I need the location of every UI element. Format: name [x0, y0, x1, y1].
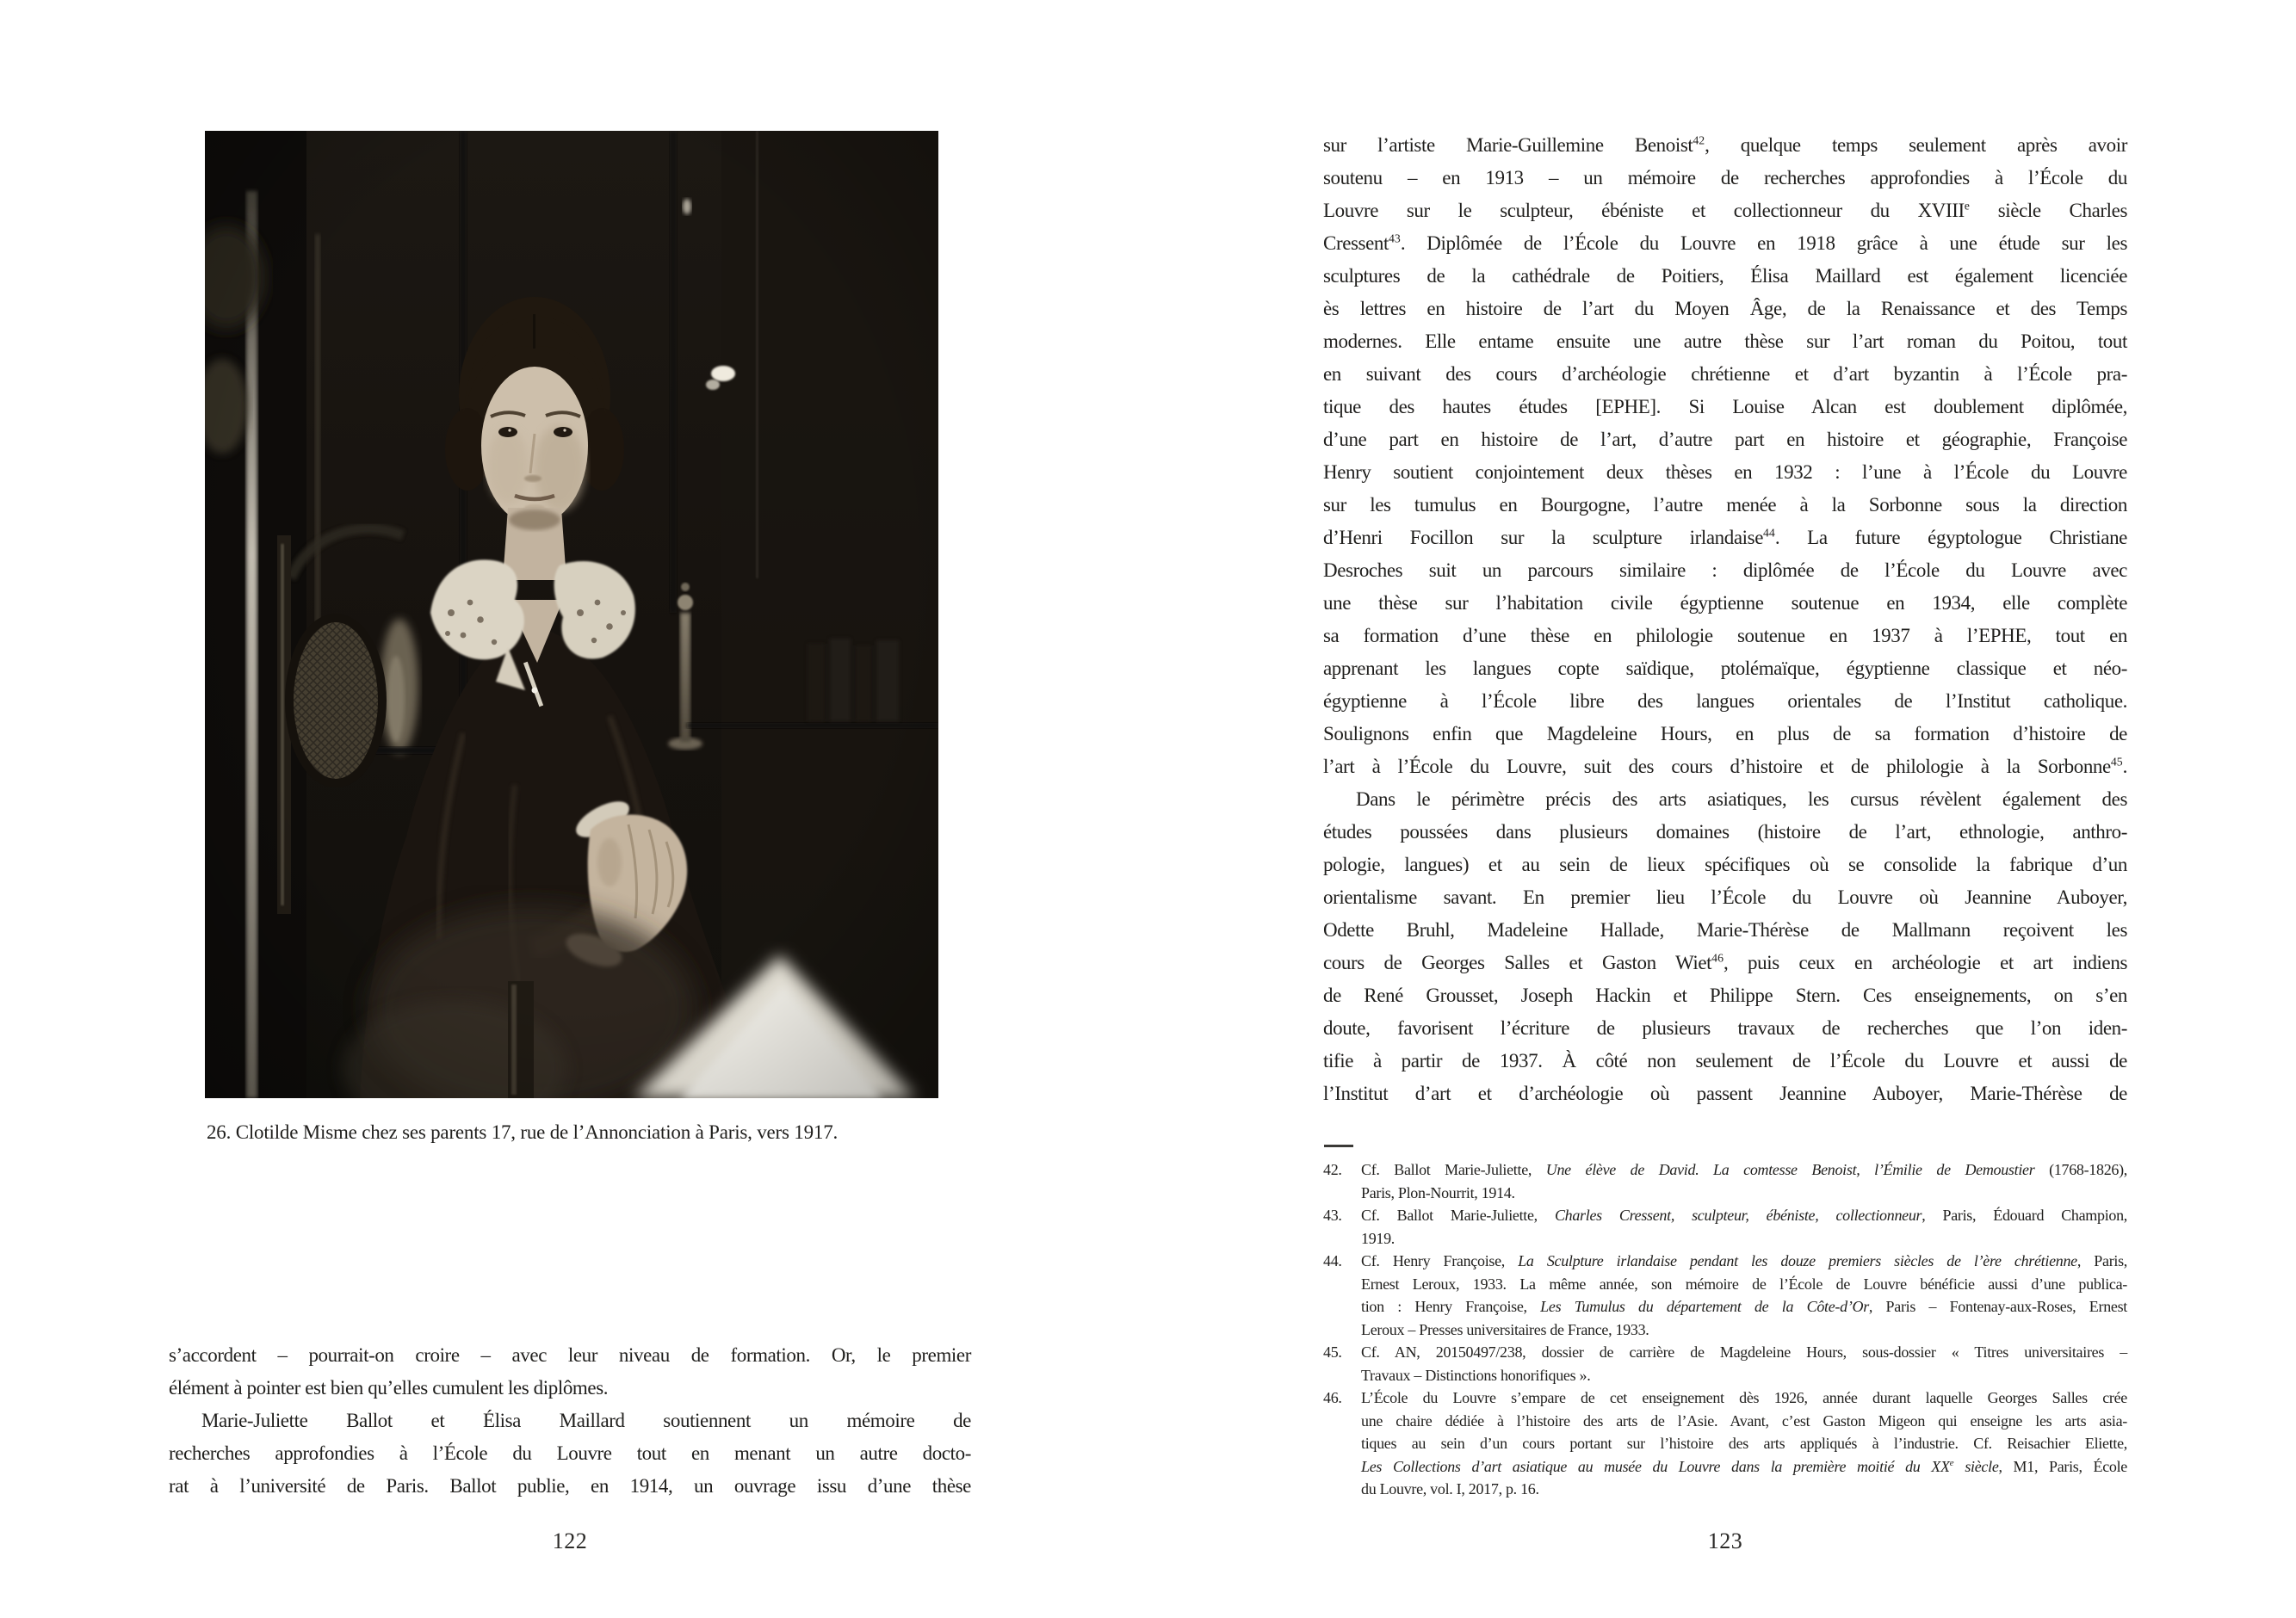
footnote-number: 43. [1323, 1207, 1342, 1224]
photo-caption: 26. Clotilde Misme chez ses parents 17, rue de l’Annonciation à Paris, vers 1917. [207, 1121, 839, 1143]
footnote-line: une chaire dédiée à l’histoire des arts de l’Asie. Avant, c’est Gaston Migeon qui enseigne les arts asia- [1361, 1411, 2127, 1430]
text-line: pologie, langues) et au sein de lieux spécifiques où se consolide la fabrique d’un [1323, 854, 2127, 875]
footnotes-block [1323, 1158, 2127, 1501]
footnote-line: du Louvre, vol. I, 2017, p. 16. [1361, 1480, 1539, 1498]
text-line: une thèse sur l’habitation civile égyptienne soutenue en 1934, elle complète [1323, 592, 2127, 614]
text-line: tifie à partir de 1937. À côté non seulement de l’École du Louvre et aussi de [1323, 1050, 2127, 1071]
text-line: sculptures de la cathédrale de Poitiers, Élisa Maillard est également licenciée [1323, 265, 2127, 287]
footnote-line: tion : Henry Françoise, Les Tumulus du département de la Côte-d’Or, Paris – Fontenay-aux-Roses, Ernest [1361, 1298, 2127, 1315]
footnote-separator [1324, 1145, 1353, 1147]
text-line: l’art à l’École du Louvre, suit des cours d’histoire et de philologie à la Sorbonne$^{45}$. [1323, 755, 2127, 777]
footnote-line-first: 43. Cf. Ballot Marie-Juliette, Charles Cressent, sculpteur, ébéniste, collectionneur, Paris, Édouard Champion, [1323, 1204, 2127, 1227]
footnote-line: Leroux – Presses universitaires de France, 1933. [1361, 1320, 1649, 1338]
page-number-left: 122 [552, 1528, 588, 1553]
footnote-line-first: 44. Cf. Henry Françoise, La Sculpture irlandaise pendant les douze premiers siècles de l’ère chrétienne, Paris, [1323, 1250, 2127, 1273]
footnote-number: 42. [1323, 1161, 1342, 1178]
text-line: Soulignons enfin que Magdeleine Hours, en plus de sa formation d’histoire de [1323, 723, 2127, 744]
footnote-line-first: 42. Cf. Ballot Marie-Juliette, Une élève de David. La comtesse Benoist, l’Émilie de Demoustier (1768-1826), [1323, 1158, 2127, 1182]
text-line: cours de Georges Salles et Gaston Wiet$^{46}$, puis ceux en archéologie et art indiens [1323, 951, 2128, 973]
text-line: de René Grousset, Joseph Hackin et Philippe Stern. Ces enseignements, on s’en [1323, 985, 2127, 1006]
footnote-line-first: 45. Cf. AN, 20150497/238, dossier de carrière de Magdeleine Hours, sous-dossier « Titres universitaires – [1323, 1341, 2127, 1364]
right-page-text [1323, 129, 2127, 1110]
footnote-line: 1919. [1361, 1229, 1396, 1247]
footnote-line: tiques au sein d’un cours portant sur l’histoire des arts appliqués à l’industrie. Cf. Reisachier Eliette, [1361, 1435, 2127, 1452]
footnote-number: 45. [1323, 1343, 1342, 1361]
footnote-number: 46. [1323, 1389, 1342, 1406]
text-line: apprenant les langues copte saïdique, ptolémaïque, égyptienne classique et néo- [1323, 658, 2127, 679]
portrait-photo [205, 131, 938, 1098]
text-line: modernes. Elle entame ensuite une autre thèse sur l’art roman du Poitou, tout [1323, 330, 2127, 352]
text-line: s’accordent – pourrait-on croire – avec leur niveau de formation. Or, le premier [169, 1344, 971, 1366]
text-line: rat à l’université de Paris. Ballot publie, en 1914, un ouvrage issu d’une thèse [169, 1475, 971, 1497]
text-line: Desroches suit un parcours similaire : diplômée de l’École du Louvre avec [1323, 559, 2127, 581]
footnote-line: Paris, Plon-Nourrit, 1914. [1361, 1183, 1515, 1201]
text-line: en suivant des cours d’archéologie chrétienne et d’art byzantin à l’École pra- [1323, 363, 2127, 385]
text-line: Odette Bruhl, Madeleine Hallade, Marie-Thérèse de Mallmann reçoivent les [1323, 919, 2127, 941]
page-number-right: 123 [1707, 1528, 1743, 1553]
text-line: soutenu – en 1913 – un mémoire de recherches approfondies à l’École du [1323, 167, 2127, 188]
footnote-line: Les Collections d’art asiatique au musée du Louvre dans la première moitié du XXe siècle, M1, Paris, École [1361, 1457, 2128, 1475]
text-line: élément à pointer est bien qu’elles cumulent les diplômes. [169, 1377, 609, 1399]
text-line: Cressent$^{43}$. Diplômée de l’École du Louvre en 1918 grâce à une étude sur les [1323, 232, 2127, 254]
text-line: sur l’artiste Marie-Guillemine Benoist$^{42}$, quelque temps seulement après avoir [1323, 133, 2127, 156]
text-line: sa formation d’une thèse en philologie soutenue en 1937 à l’EPHE, tout en [1323, 625, 2127, 646]
text-line: tique des hautes études [EPHE]. Si Louise Alcan est doublement diplômée, [1323, 396, 2127, 417]
footnote-line-first: 46. L’École du Louvre s’empare de cet enseignement dès 1926, année durant laquelle Georges Salles crée [1323, 1386, 2127, 1410]
footnote-line: Ernest Leroux, 1933. La même année, son mémoire de l’École de Louvre bénéficie aussi d’une publica- [1361, 1275, 2127, 1293]
portrait-photo-illustration [205, 131, 938, 1098]
left-page-paragraph [169, 1339, 971, 1503]
text-line: égyptienne à l’École libre des langues orientales de l’Institut catholique. [1323, 690, 2127, 712]
text-line: d’une part en histoire de l’art, d’autre part en histoire et géographie, Françoise [1323, 429, 2127, 450]
text-line: d’Henri Focillon sur la sculpture irlandaise$^{44}$. La future égyptologue Christiane [1323, 526, 2127, 548]
footnote-number: 44. [1323, 1252, 1342, 1269]
text-line: sur les tumulus en Bourgogne, l’autre menée à la Sorbonne sous la direction [1323, 494, 2127, 516]
text-line: Louvre sur le sculpteur, ébéniste et collectionneur du XVIIIe siècle Charles [1323, 199, 2127, 221]
text-line: recherches approfondies à l’École du Louvre tout en menant un autre docto- [169, 1442, 971, 1464]
footnote-line: Travaux – Distinctions honorifiques ». [1361, 1366, 1591, 1384]
text-line: Marie-Juliette Ballot et Élisa Maillard soutiennent un mémoire de [201, 1410, 971, 1431]
text-line: l’Institut d’art et d’archéologie où passent Jeannine Auboyer, Marie-Thérèse de [1323, 1083, 2127, 1104]
text-line: études poussées dans plusieurs domaines (histoire de l’art, ethnologie, anthro- [1323, 821, 2127, 843]
text-line: Dans le périmètre précis des arts asiatiques, les cursus révèlent également des [1356, 788, 2127, 810]
text-line: Henry soutient conjointement deux thèses en 1932 : l’une à l’École du Louvre [1323, 461, 2127, 483]
text-line: orientalisme savant. En premier lieu l’École du Louvre où Jeannine Auboyer, [1323, 886, 2127, 908]
text-line: ès lettres en histoire de l’art du Moyen Âge, de la Renaissance et des Temps [1323, 298, 2127, 319]
text-line: doute, favorisent l’écriture de plusieurs travaux de recherches que l’on iden- [1323, 1017, 2127, 1039]
